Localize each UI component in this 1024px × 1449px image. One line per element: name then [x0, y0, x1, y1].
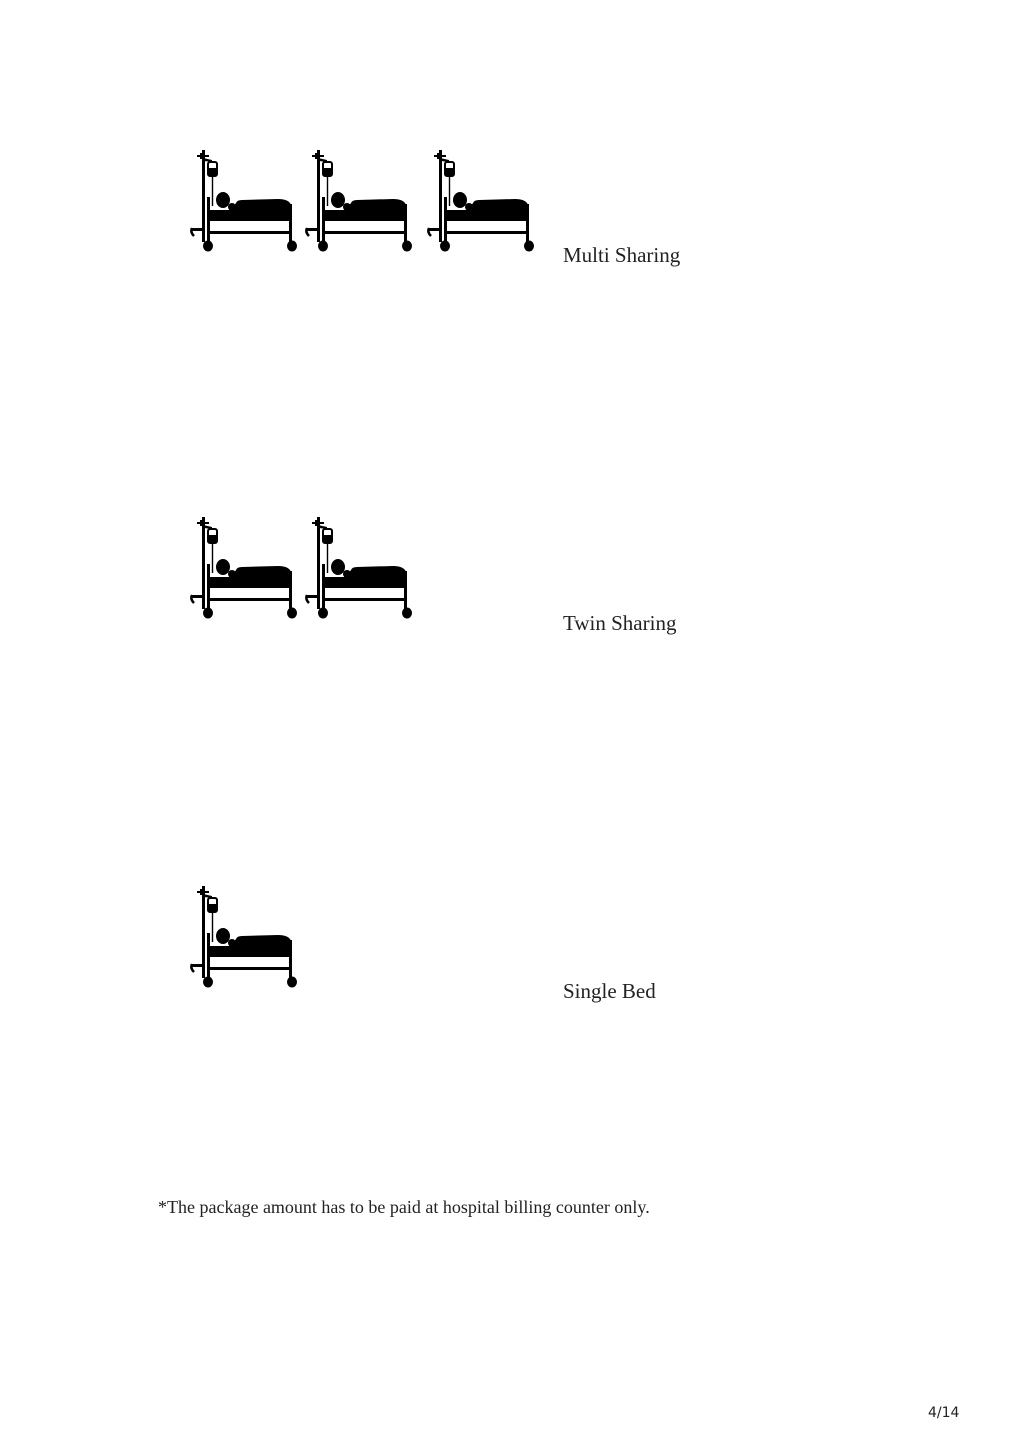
hospital-bed-icon [427, 150, 535, 258]
room-label-twin-sharing: Twin Sharing [563, 611, 677, 635]
room-option-multi-sharing [0, 150, 1024, 280]
hospital-bed-icon [305, 517, 413, 625]
room-option-twin-sharing [0, 517, 1024, 647]
room-label-multi-sharing: Multi Sharing [563, 243, 681, 267]
hospital-bed-icon [190, 517, 298, 625]
room-label-single-bed: Single Bed [563, 979, 656, 1003]
hospital-bed-icon [190, 886, 298, 994]
payment-footnote: *The package amount has to be paid at hospital billing counter only. [158, 1197, 650, 1217]
page-number: 4/14 [928, 1405, 960, 1421]
room-option-single-bed [0, 886, 1024, 1016]
hospital-bed-icon [305, 150, 413, 258]
hospital-bed-icon [190, 150, 298, 258]
